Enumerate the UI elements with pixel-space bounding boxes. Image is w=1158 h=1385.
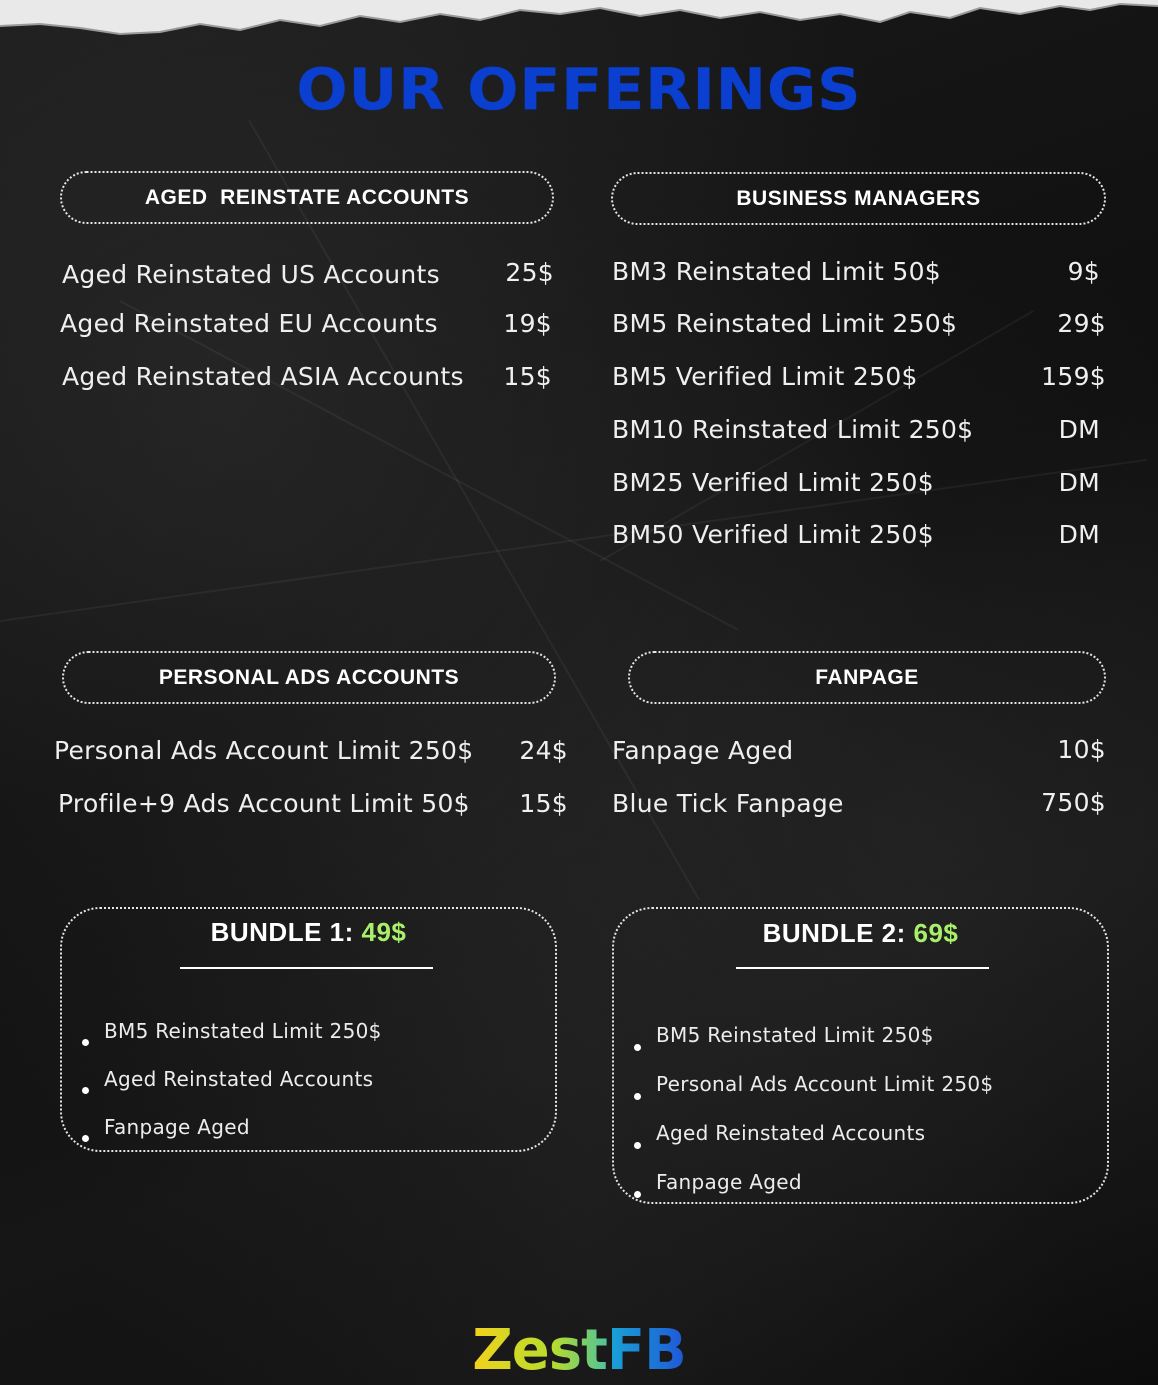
fanpage-item-name: Blue Tick Fanpage (612, 789, 844, 818)
bm-item-name: BM10 Reinstated Limit 250$ (612, 415, 974, 444)
bundle-item: Fanpage Aged (62, 1114, 382, 1162)
section-header-business-managers (611, 172, 1106, 225)
section-header-label: AGED REINSTATE ACCOUNTS (144, 185, 470, 209)
bm-item-name: BM5 Verified Limit 250$ (612, 362, 918, 391)
bm-item-price: 9$ (1067, 257, 1100, 286)
section-header-aged-accounts (60, 171, 554, 224)
bm-item-price: DM (1058, 520, 1100, 549)
bundle-price: 69$ (913, 918, 959, 948)
logo-text-fb: FB (606, 1318, 686, 1383)
bm-item-price: DM (1058, 468, 1100, 497)
bm-item-name: BM5 Reinstated Limit 250$ (612, 309, 958, 338)
personal-item-price: 15$ (519, 789, 568, 818)
section-header-label: PERSONAL ADS ACCOUNTS (158, 665, 460, 689)
bundle-item: Aged Reinstated Accounts (614, 1120, 993, 1169)
fanpage-item-name: Fanpage Aged (612, 736, 794, 765)
section-header-personal-ads-accounts (62, 651, 556, 704)
bundle-item: BM5 Reinstated Limit 250$ (614, 1022, 993, 1071)
crease-line (248, 120, 700, 900)
bm-item-name: BM3 Reinstated Limit 50$ (612, 257, 941, 286)
bm-item-price: 159$ (1041, 362, 1106, 391)
bundle-card-1 (60, 907, 557, 1152)
bundle-label: BUNDLE 1: (210, 917, 362, 947)
crease-line (0, 459, 1147, 622)
logo-text-zest: Zest (472, 1318, 607, 1383)
bundle-item: Aged Reinstated Accounts (62, 1066, 382, 1114)
fanpage-item-price: 750$ (1041, 788, 1106, 817)
fanpage-item-price: 10$ (1057, 735, 1106, 764)
bm-item-name: BM25 Verified Limit 250$ (612, 468, 934, 497)
personal-item-name: Profile+9 Ads Account Limit 50$ (58, 789, 470, 818)
aged-item-price: 19$ (503, 309, 552, 338)
bundle-divider (180, 967, 433, 969)
bundle-item: Fanpage Aged (614, 1169, 993, 1218)
page-title: OUR OFFERINGS (296, 56, 862, 124)
bm-item-price: 29$ (1057, 309, 1106, 338)
bundle-item-list (62, 1018, 382, 1162)
bm-item-name: BM50 Verified Limit 250$ (612, 520, 934, 549)
section-header-label: BUSINESS MANAGERS (736, 186, 981, 210)
bundle-title (62, 917, 555, 948)
section-header-fanpage (628, 651, 1106, 704)
bundle-title (614, 918, 1107, 949)
bundle-card-2 (612, 907, 1109, 1204)
section-header-label: FANPAGE (815, 665, 919, 689)
torn-paper-edge (0, 0, 1158, 60)
crease-line (119, 300, 738, 630)
bundle-price: 49$ (361, 917, 407, 947)
aged-item-price: 25$ (505, 258, 554, 287)
personal-item-name: Personal Ads Account Limit 250$ (54, 736, 474, 765)
bm-item-price: DM (1058, 415, 1100, 444)
aged-item-name: Aged Reinstated ASIA Accounts (62, 362, 464, 391)
bundle-item: Personal Ads Account Limit 250$ (614, 1071, 993, 1120)
aged-item-price: 15$ (503, 362, 552, 391)
zestfb-logo (0, 1318, 1158, 1383)
personal-item-price: 24$ (519, 736, 568, 765)
aged-item-name: Aged Reinstated US Accounts (62, 260, 440, 289)
bundle-item: BM5 Reinstated Limit 250$ (62, 1018, 382, 1066)
bundle-label: BUNDLE 2: (762, 918, 914, 948)
aged-item-name: Aged Reinstated EU Accounts (60, 309, 438, 338)
bundle-divider (736, 967, 989, 969)
bundle-item-list (614, 1022, 993, 1218)
